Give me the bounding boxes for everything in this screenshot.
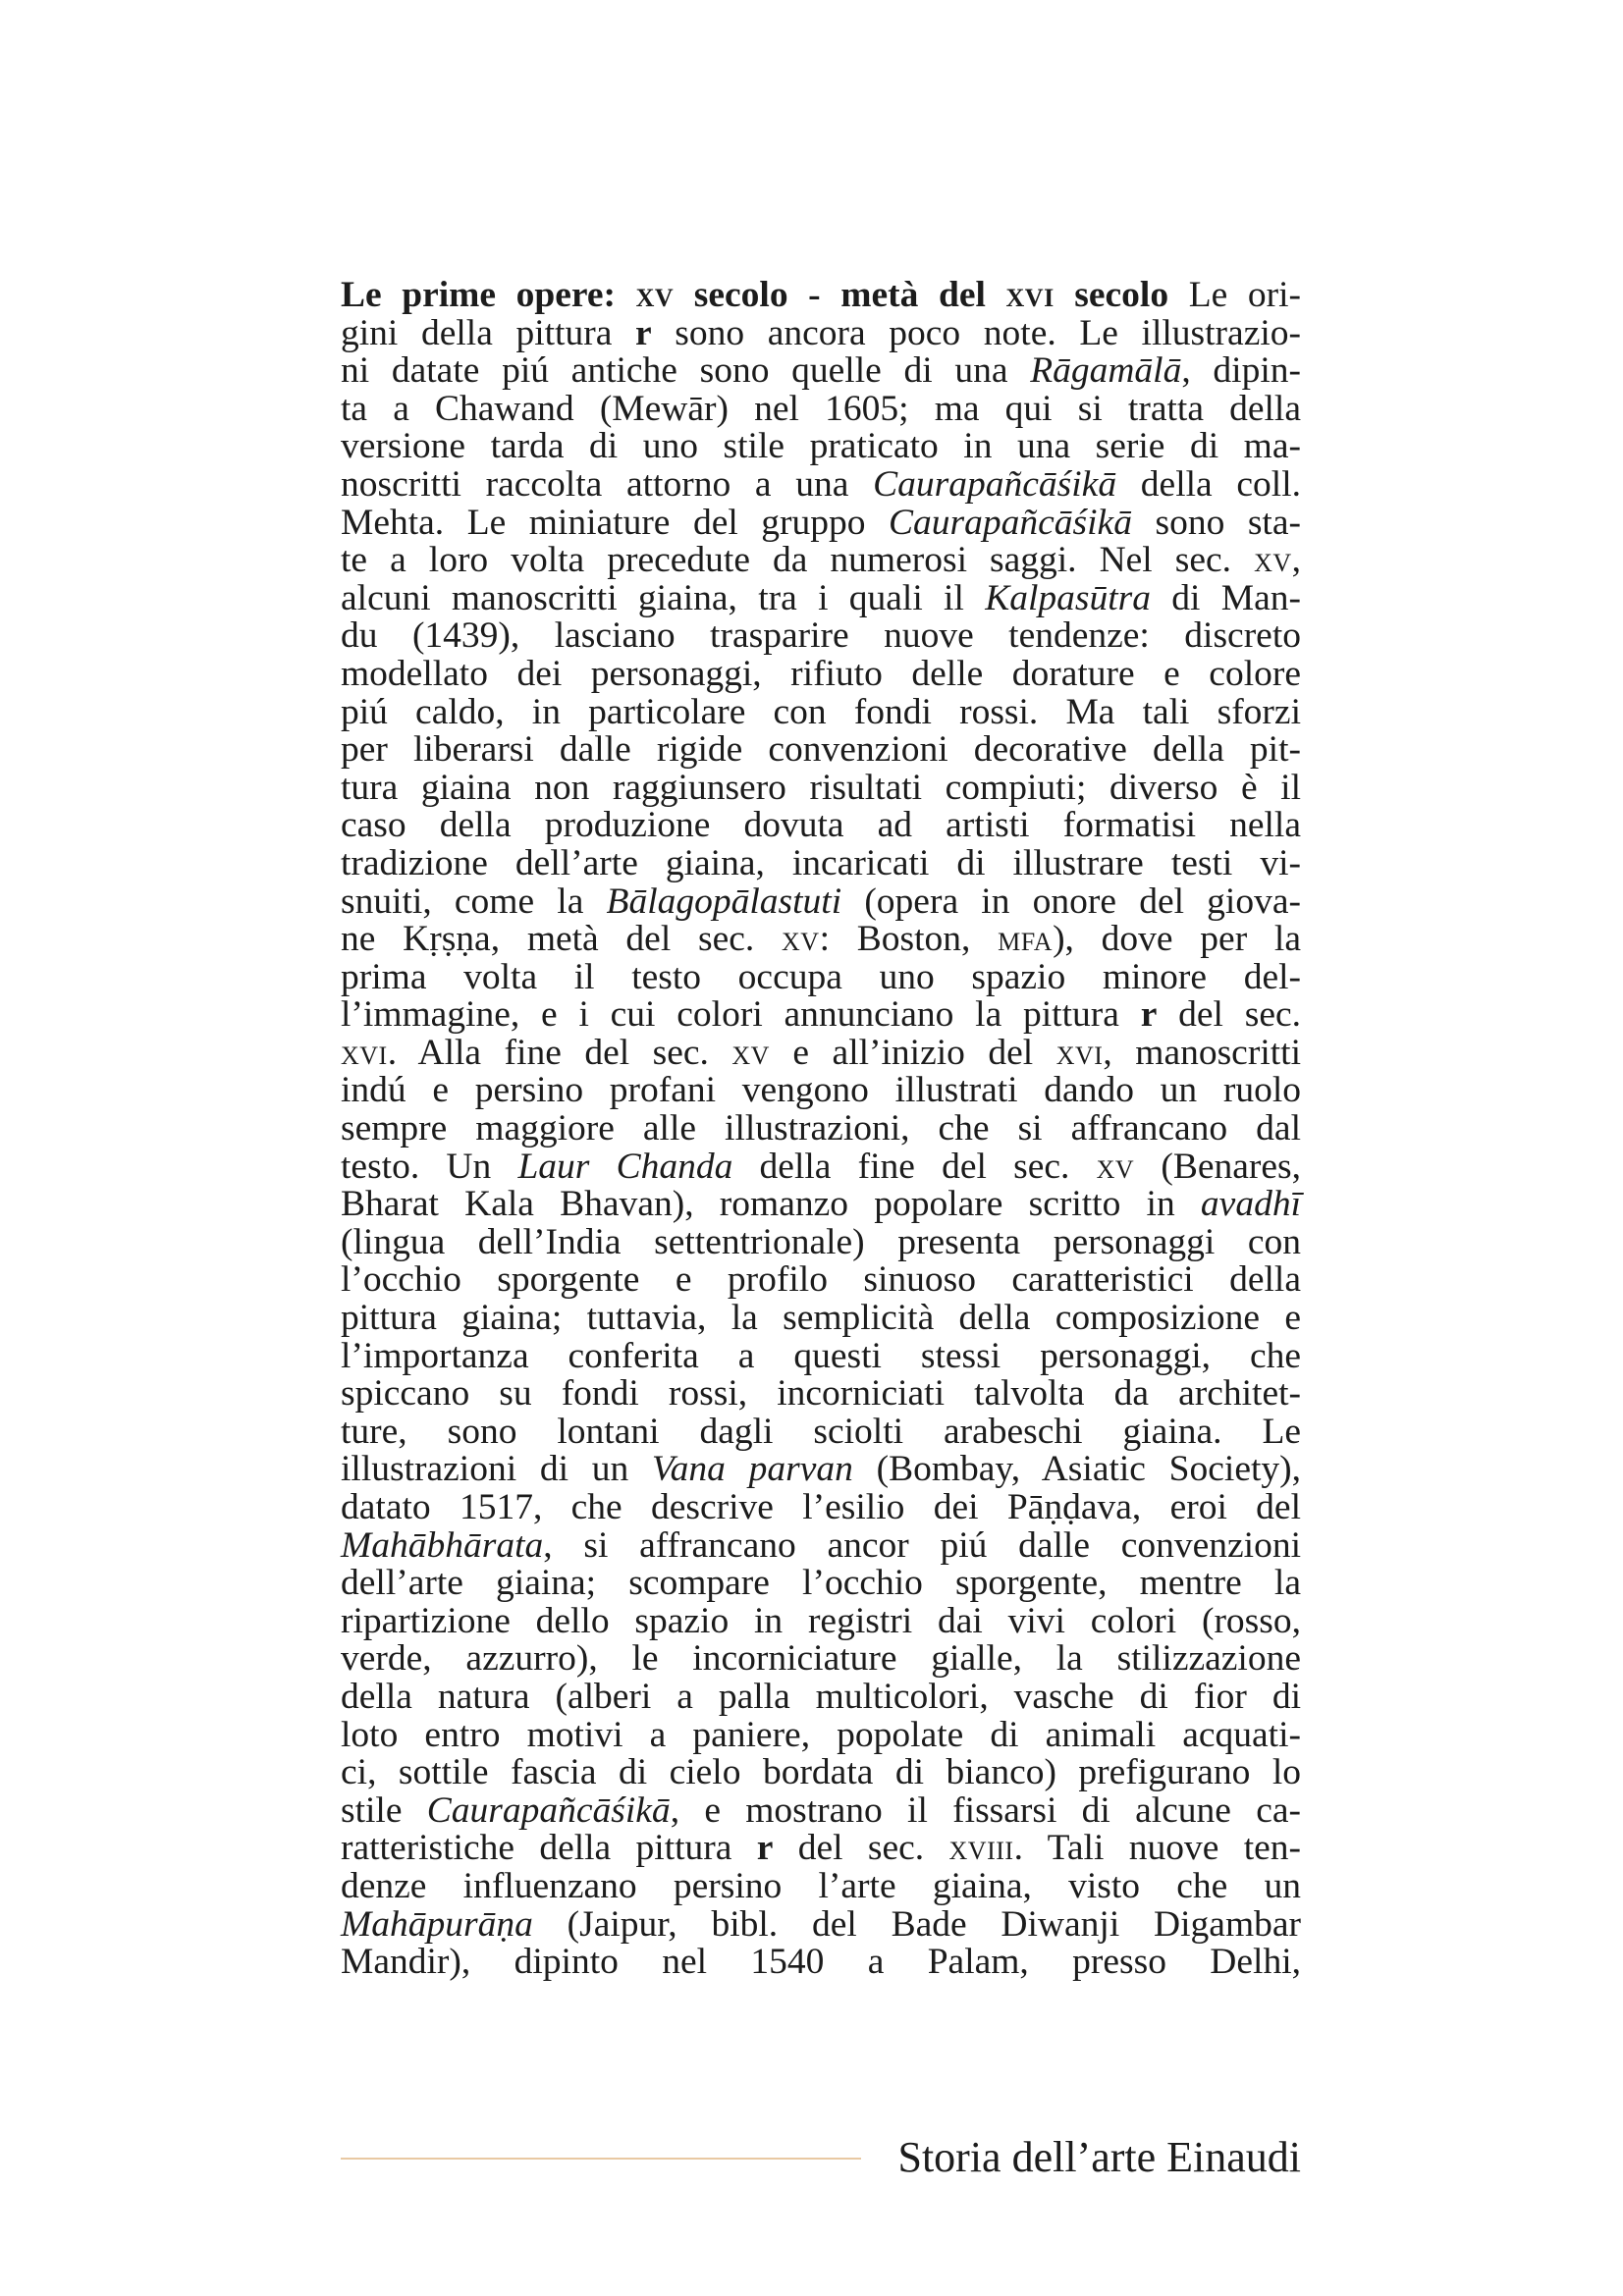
text-segment: snuiti, come la xyxy=(341,881,607,922)
text-line xyxy=(341,428,1301,466)
text-segment: secolo - metà del xyxy=(674,275,1006,315)
text-segment: gini della pittura xyxy=(341,312,635,353)
text-line xyxy=(341,1676,1301,1717)
text-line xyxy=(341,1865,1301,1906)
text-segment: , xyxy=(1291,540,1301,581)
text-segment: piú caldo, in particolare con fondi rossi. Ma tali sforzi xyxy=(341,691,1301,732)
text-segment: ci, sottile fascia di cielo bordata di bianco) prefigurano lo xyxy=(341,1752,1301,1793)
text-segment: . Alla fine del sec. xyxy=(387,1032,732,1073)
text-line xyxy=(341,653,1301,694)
text-line xyxy=(341,542,1301,580)
text-segment: testo. Un xyxy=(341,1146,518,1187)
text-segment: della coll. xyxy=(1116,463,1301,505)
text-segment: Mandir), dipinto nel 1540 a Palam, presso Delhi, xyxy=(341,1942,1301,1983)
footer-rule xyxy=(341,2158,861,2160)
text-segment: Caurapañcāśikā xyxy=(889,502,1132,543)
text-line xyxy=(341,1261,1301,1300)
text-line xyxy=(341,1411,1301,1452)
text-segment: (opera in onore del giova- xyxy=(841,881,1301,922)
text-line xyxy=(341,1489,1301,1527)
text-segment: Mahāpurāṇa xyxy=(341,1903,533,1945)
text-line xyxy=(341,1830,1301,1868)
body-text xyxy=(341,277,1301,1982)
footer-title: Storia dell’arte Einaudi xyxy=(897,2133,1301,2181)
text-segment: della natura (alberi a palla multicolori, vasche di fior di xyxy=(341,1676,1301,1717)
text-segment: xv xyxy=(1254,540,1292,581)
text-segment: l’importanza conferita a questi stessi personaggi, che xyxy=(341,1335,1301,1376)
text-segment: sempre maggiore alle illustrazioni, che si affrancano dal xyxy=(341,1108,1301,1149)
text-segment: Le ori- xyxy=(1168,275,1301,315)
text-segment: (Bombay, Asiatic Society), xyxy=(852,1449,1301,1490)
text-segment: , dipin- xyxy=(1181,350,1301,392)
text-line xyxy=(341,388,1301,429)
text-segment: Vana parvan xyxy=(651,1449,853,1490)
text-segment: Bharat Kala Bhavan), romanzo popolare scritto in xyxy=(341,1184,1201,1225)
text-segment: (lingua dell’India settentrionale) presenta personaggi con xyxy=(341,1221,1301,1262)
text-segment: Rāgamālā xyxy=(1030,350,1182,392)
text-line xyxy=(341,1375,1301,1414)
text-segment: dell’arte giaina; scompare l’occhio sporgente, mentre la xyxy=(341,1563,1301,1604)
text-line xyxy=(341,312,1301,353)
text-line xyxy=(341,1600,1301,1641)
text-segment: du (1439), lasciano trasparire nuove tendenze: discreto xyxy=(341,615,1301,657)
text-segment: tura giaina non raggiunsero risultati compiuti; diverso è il xyxy=(341,767,1301,808)
text-segment: di Man- xyxy=(1151,577,1301,618)
text-line xyxy=(341,691,1301,732)
text-line xyxy=(341,352,1301,391)
text-segment: loto entro motivi a paniere, popolate di animali acquati- xyxy=(341,1714,1301,1755)
text-line xyxy=(341,463,1301,505)
text-segment: : Boston, xyxy=(819,919,999,960)
text-segment: per liberarsi dalle rigide convenzioni decorative della pit- xyxy=(341,729,1301,771)
text-segment: denze influenzano persino l’arte giaina, visto che un xyxy=(341,1865,1301,1906)
text-line xyxy=(341,1565,1301,1603)
text-segment: Caurapañcāśikā xyxy=(873,463,1117,505)
text-segment: xvi xyxy=(1005,275,1055,315)
text-segment: xv xyxy=(782,919,820,960)
text-line xyxy=(341,1944,1301,1982)
text-line xyxy=(341,767,1301,808)
text-segment: (Benares, xyxy=(1134,1146,1302,1187)
text-segment: versione tarda di uno stile praticato in una serie di ma- xyxy=(341,426,1301,467)
text-line xyxy=(341,996,1301,1035)
text-line xyxy=(341,1524,1301,1566)
text-line xyxy=(341,1789,1301,1831)
text-segment: avadhī xyxy=(1200,1184,1301,1225)
text-line xyxy=(341,842,1301,883)
text-segment: Laur Chanda xyxy=(517,1146,733,1187)
text-segment: sono ancora poco note. Le illustrazio- xyxy=(651,312,1301,353)
text-line xyxy=(341,1221,1301,1262)
text-segment: , si affrancano ancor piú dalle convenzioni xyxy=(543,1524,1301,1566)
text-segment: r xyxy=(634,312,652,353)
text-segment: xv xyxy=(1096,1146,1135,1187)
text-line xyxy=(341,731,1301,770)
text-segment: Bālagopālastuti xyxy=(606,881,842,922)
text-segment: (Jaipur, bibl. del Bade Diwanji Digambar xyxy=(532,1903,1301,1945)
text-segment: ta a Chawand (Mewār) nel 1605; ma qui si tratta della xyxy=(341,388,1301,429)
text-segment: datato 1517, che descrive l’esilio dei Pāṇḍava, eroi del xyxy=(341,1487,1301,1527)
text-segment: Mehta. Le miniature del gruppo xyxy=(341,502,890,543)
text-segment: ratteristiche della pittura xyxy=(341,1828,757,1869)
text-segment: tradizione dell’arte giaina, incaricati di illustrare testi vi- xyxy=(341,842,1301,883)
text-segment: ripartizione dello spazio in registri dai vivi colori (rosso, xyxy=(341,1600,1301,1641)
text-line xyxy=(341,1640,1301,1679)
text-segment: te a loro volta precedute da numerosi saggi. Nel sec. xyxy=(341,540,1255,581)
text-segment: , manoscritti xyxy=(1103,1032,1301,1073)
text-line xyxy=(341,502,1301,543)
text-segment: Mahābhārata xyxy=(341,1524,544,1566)
text-line xyxy=(341,1714,1301,1755)
text-segment: e all’inizio del xyxy=(769,1032,1056,1073)
text-segment: della fine del sec. xyxy=(732,1146,1097,1187)
text-segment: verde, azzurro), le incorniciature gialle, la stilizzazione xyxy=(341,1638,1301,1680)
text-line xyxy=(341,956,1301,997)
text-line xyxy=(341,1335,1301,1376)
text-segment: mfa xyxy=(998,919,1054,960)
text-line xyxy=(341,1754,1301,1792)
text-segment: Kalpasūtra xyxy=(985,577,1151,618)
text-segment: alcuni manoscritti giaina, tra i quali il xyxy=(341,577,986,618)
text-segment: Caurapañcāśikā xyxy=(426,1789,671,1831)
text-line xyxy=(341,1903,1301,1945)
text-line xyxy=(341,617,1301,656)
text-segment: del sec. xyxy=(1157,994,1301,1036)
text-line xyxy=(341,883,1301,922)
text-line xyxy=(341,1300,1301,1338)
text-line xyxy=(341,577,1301,618)
text-line xyxy=(341,807,1301,845)
text-segment: stile xyxy=(341,1789,427,1831)
text-segment: r xyxy=(1140,994,1158,1036)
text-segment: ne Kṛṣṇa, metà del sec. xyxy=(341,919,782,960)
text-line xyxy=(341,1148,1301,1187)
text-segment: xv xyxy=(731,1032,770,1073)
text-segment: l’immagine, e i cui colori annunciano la pittura xyxy=(341,994,1141,1036)
text-line xyxy=(341,1032,1301,1073)
text-segment: . Tali nuove ten- xyxy=(1013,1828,1301,1869)
text-segment: pittura giaina; tuttavia, la semplicità della composizione e xyxy=(341,1298,1301,1339)
text-segment: r xyxy=(756,1828,774,1869)
text-segment: ni datate piú antiche sono quelle di una xyxy=(341,350,1031,392)
text-segment: l’occhio sporgente e profilo sinuoso caratteristici della xyxy=(341,1259,1301,1301)
text-line xyxy=(341,1451,1301,1489)
text-segment: xv xyxy=(635,275,675,315)
text-segment: secolo xyxy=(1054,275,1169,315)
text-segment: noscritti raccolta attorno a una xyxy=(341,463,874,505)
text-line xyxy=(341,277,1301,315)
text-segment: xvi xyxy=(1055,1032,1104,1073)
text-segment: caso della produzione dovuta ad artisti formatisi nella xyxy=(341,805,1301,846)
text-segment: xviii xyxy=(948,1828,1014,1869)
text-segment: modellato dei personaggi, rifiuto delle dorature e colore xyxy=(341,653,1301,694)
text-line xyxy=(341,1072,1301,1110)
text-segment: spiccano su fondi rossi, incorniciati talvolta da architet- xyxy=(341,1373,1301,1415)
text-segment: xvi xyxy=(341,1032,388,1073)
text-segment: del sec. xyxy=(773,1828,949,1869)
text-segment: sono sta- xyxy=(1131,502,1301,543)
text-segment: illustrazioni di un xyxy=(341,1449,652,1490)
text-segment: ture, sono lontani dagli sciolti arabeschi giaina. Le xyxy=(341,1411,1301,1452)
text-line xyxy=(341,1110,1301,1148)
text-segment: ), dove per la xyxy=(1053,919,1301,960)
text-segment: indú e persino profani vengono illustrati dando un ruolo xyxy=(341,1070,1301,1111)
text-line xyxy=(341,1186,1301,1224)
text-line xyxy=(341,921,1301,959)
text-segment: prima volta il testo occupa uno spazio minore del- xyxy=(341,956,1301,997)
text-segment: , e mostrano il fissarsi di alcune ca- xyxy=(670,1789,1301,1831)
text-segment: Le prime opere: xyxy=(341,275,636,315)
